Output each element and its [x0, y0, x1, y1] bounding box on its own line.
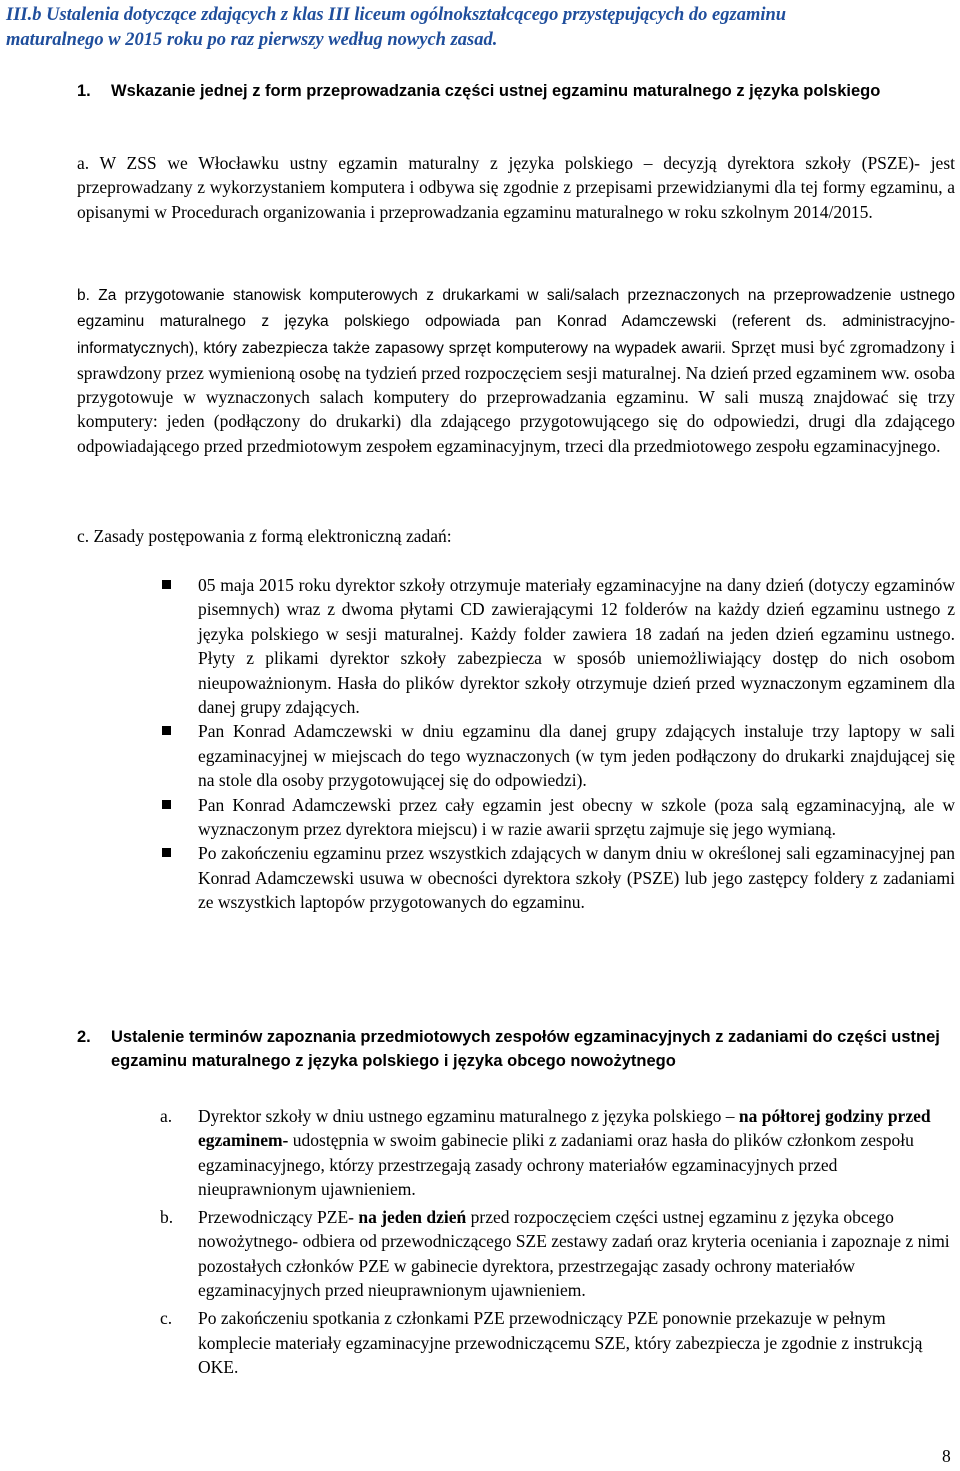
- list-item: [160, 573, 955, 719]
- bullet-text: Po zakończeniu egzaminu przez wszystkich zdających w danym dniu w określonej sali egzaminacyjnej pan Konrad Adamczewski usuwa w obecności dyrektora szkoły (PSZE) lub jego zastępcy foldery z zadaniami ze wszystkich laptopów przygotowanych do egzaminu.: [198, 843, 955, 913]
- paragraph-b: [77, 282, 955, 458]
- item-label: a.: [160, 1106, 173, 1126]
- list-item: [160, 793, 955, 842]
- item-text-pre: Po zakończeniu spotkania z członkami PZE przewodniczący PZE ponownie przekazuje w pełnym komplecie materiały egzaminacyjne przewodniczącemu SZE, który zabezpiecza je zgodnie z instrukcją OKE.: [198, 1308, 923, 1377]
- title-line-2: maturalnego w 2015 roku po raz pierwszy według nowych zasad.: [6, 30, 498, 50]
- list-item: [160, 1104, 955, 1201]
- rules-bullet-list: [160, 573, 955, 915]
- square-bullet-icon: [162, 580, 171, 589]
- section-1-heading: [77, 79, 955, 103]
- square-bullet-icon: [162, 800, 171, 809]
- square-bullet-icon: [162, 848, 171, 857]
- section-2-number: 2.: [77, 1028, 91, 1046]
- title-line-1: III.b Ustalenia dotyczące zdających z klas III liceum ogólnokształcącego przystępujących do egzaminu: [6, 5, 787, 25]
- item-text-post: udostępnia w swoim gabinecie pliki z zadaniami oraz hasła do plików członkom zespołu egzaminacyjnego, którzy przestrzegają zasady ochrony materiałów egzaminacyjnych przed nieuprawnionym ujawnieniem.: [198, 1130, 914, 1199]
- list-item: [160, 841, 955, 914]
- item-label: c.: [160, 1308, 173, 1329]
- paragraph-c: c. Zasady postępowania z formą elektroniczną zadań:: [77, 526, 452, 546]
- list-item: [160, 719, 955, 792]
- paragraph-b-part-3: Sprzęt musi być zgromadzony i sprawdzony przez wymienioną osobę na tydzień przed rozpoczęciem sesji maturalnej. Na dzień przed egzaminem ww. osoba przygotowuje w wyznaczonych salach komputery do przeprowadzania egzaminu. W sali muszą znajdować się trzy komputery: jeden (podłączony do drukarki) dla zdającego przygotowującego się do odpowiedzi, drugi dla zdającego odpowiadającego przed przedmiotowym zespołem egzaminacyjnym, trzeci dla przedmiotowego zespołu egzaminacyjnego.: [77, 336, 955, 456]
- paragraph-b-part-2: administracyjno- informatycznych), który zabezpiecza także zapasowy sprzęt komputerowy na wypadek awarii.: [77, 313, 955, 357]
- bullet-text: 05 maja 2015 roku dyrektor szkoły otrzymuje materiały egzaminacyjne na dany dzień (dotyczy egzaminów pisemnych) wraz z dwoma płytami CD zawierającymi 12 folderów na każdy dzień egzaminu ustnego z języka polskiego w sesji maturalnej. Każdy folder zawiera 18 zadań na jeden dzień egzaminu ustnego. Płyty z plikami dyrektor szkoły zabezpiecza w sposób uniemożliwiający dostęp do nich osobom nieupoważnionym. Hasła do plików dyrektor szkoły otrzymuje dzień przed wyznaczonym egzaminem dla danej grupy zdających.: [198, 575, 955, 718]
- paragraph-a: a. W ZSS we Włocławku ustny egzamin maturalny z języka polskiego – decyzją dyrektora szkoły (PSZE)- jest przeprowadzany z wykorzystaniem komputera i odbywa się zgodnie z przepisami przewidzianymi dla tej formy egzaminu, a opisanymi w Procedurach organizowania i przeprowadzania egzaminu maturalnego w roku szkolnym 2014/2015.: [77, 153, 955, 222]
- bullet-text: Pan Konrad Adamczewski w dniu egzaminu dla danej grupy zdających instaluje trzy laptopy w sali egzaminacyjnej w miejscach do tego wyznaczonych (w tym jeden podłączony do drukarki znajdującej się na stole dla osoby przygotowującej się do odpowiedzi).: [198, 721, 955, 791]
- page-number: 8: [942, 1446, 951, 1466]
- item-text-post: przed rozpoczęciem części ustnej egzaminu z języka obcego nowożytnego- odbiera od przewodniczącego SZE zestawy zadań oraz kryteria oceniania i zapoznaje z nimi pozostałych członków PZE w gabinecie dyrektora, przestrzegając zasady ochrony materiałów egzaminacyjnych przed nieuprawnionym ujawnieniem.: [198, 1207, 950, 1301]
- item-text-pre: Dyrektor szkoły w dniu ustnego egzaminu maturalnego z języka polskiego –: [198, 1106, 735, 1126]
- section-1-number: 1.: [77, 82, 91, 100]
- paragraph-b-part-1: b. Za przygotowanie stanowisk komputerowych z drukarkami w sali/salach przeznaczonych na przeprowadzenie ustnego egzaminu maturalnego z języka polskiego odpowiada pan Konrad Adamczewski (referent ds.: [77, 287, 955, 331]
- square-bullet-icon: [162, 726, 171, 735]
- item-text-bold: na jeden dzień: [353, 1207, 467, 1228]
- item-label: b.: [160, 1207, 174, 1228]
- list-item: [160, 1306, 955, 1379]
- section-2-heading: [77, 1025, 955, 1073]
- bullet-text: Pan Konrad Adamczewski przez cały egzamin jest obecny w szkole (poza salą egzaminacyjną, ale w wyznaczonym przez dyrektora miejscu) i w razie awarii sprzętu zajmuje się jego wymianą.: [198, 794, 955, 840]
- section-1-heading-text: Wskazanie jednej z form przeprowadzania części ustnej egzaminu maturalnego z języka polskiego: [111, 82, 881, 100]
- section-2-list: [160, 1104, 955, 1379]
- item-text-pre: Przewodniczący PZE-: [198, 1207, 354, 1228]
- item-text-bold: na półtorej godziny przed egzaminem-: [198, 1106, 931, 1151]
- document-title: [6, 3, 946, 53]
- section-2-heading-text: Ustalenie terminów zapoznania przedmiotowych zespołów egzaminacyjnych z zadaniami do części ustnej egzaminu maturalnego z języka polskiego i języka obcego nowożytnego: [111, 1028, 940, 1070]
- list-item: [160, 1205, 955, 1302]
